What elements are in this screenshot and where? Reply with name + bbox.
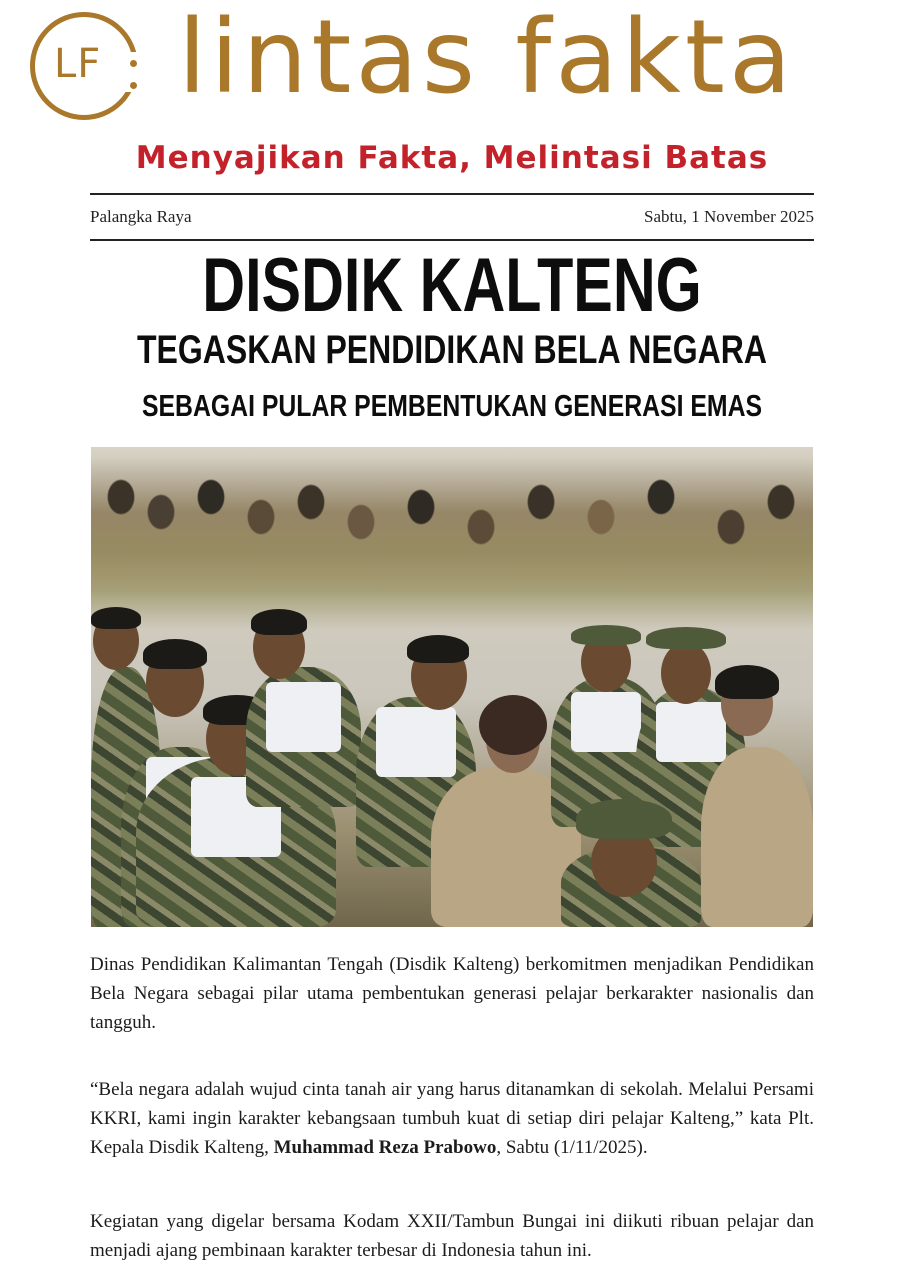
logo-dots-icon: [130, 58, 138, 94]
top-rule: [90, 193, 814, 195]
official-name: Muhammad Reza Prabowo: [273, 1137, 497, 1158]
headline-main: DISDIK KALTENG: [202, 243, 702, 328]
photo-person: [701, 747, 813, 927]
brand-name: lintas fakta: [178, 0, 796, 117]
article-paragraph-3: Kegiatan yang digelar bersama Kodam XXII/Tambun Bungai ini diikuti ribuan pelajar dan menjadi ajang pembinaan karakter terbesar di Indonesia tahun ini.: [90, 1211, 814, 1261]
headline-sub: TEGASKAN PENDIDIKAN BELA NEGARA: [137, 328, 767, 372]
photo-background-crowd: [91, 457, 813, 597]
bottom-rule: [90, 239, 814, 241]
dateline-date: Sabtu, 1 November 2025: [644, 207, 814, 226]
headline-sub2: SEBAGAI PULAR PEMBENTUKAN GENERASI EMAS: [141, 388, 763, 423]
tagline: Menyajikan Fakta, Melintasi Batas: [135, 140, 769, 176]
quote-text: “Bela negara adalah wujud cinta tanah air yang harus ditanamkan di sekolah. Melalui Persami KKRI, kami ingin karakter kebangsaan tumbuh kuat di setiap diri pelajar Kalteng,” kata Plt. Kepala Disdik Kalteng,: [90, 1079, 814, 1158]
logo-initials: LF: [54, 41, 102, 87]
dateline: [90, 207, 814, 227]
dateline-location: Palangka Raya: [90, 207, 192, 226]
quote-attribution: , Sabtu (1/11/2025).: [496, 1137, 648, 1158]
article-paragraph-1: Dinas Pendidikan Kalimantan Tengah (Disdik Kalteng) berkomitmen menjadikan Pendidikan Bela Negara sebagai pilar utama pembentukan generasi pelajar berkarakter nasionalis dan tangguh.: [90, 954, 814, 1033]
news-photo: [91, 447, 813, 927]
masthead: [0, 0, 904, 190]
article-paragraph-2: [90, 1075, 814, 1162]
